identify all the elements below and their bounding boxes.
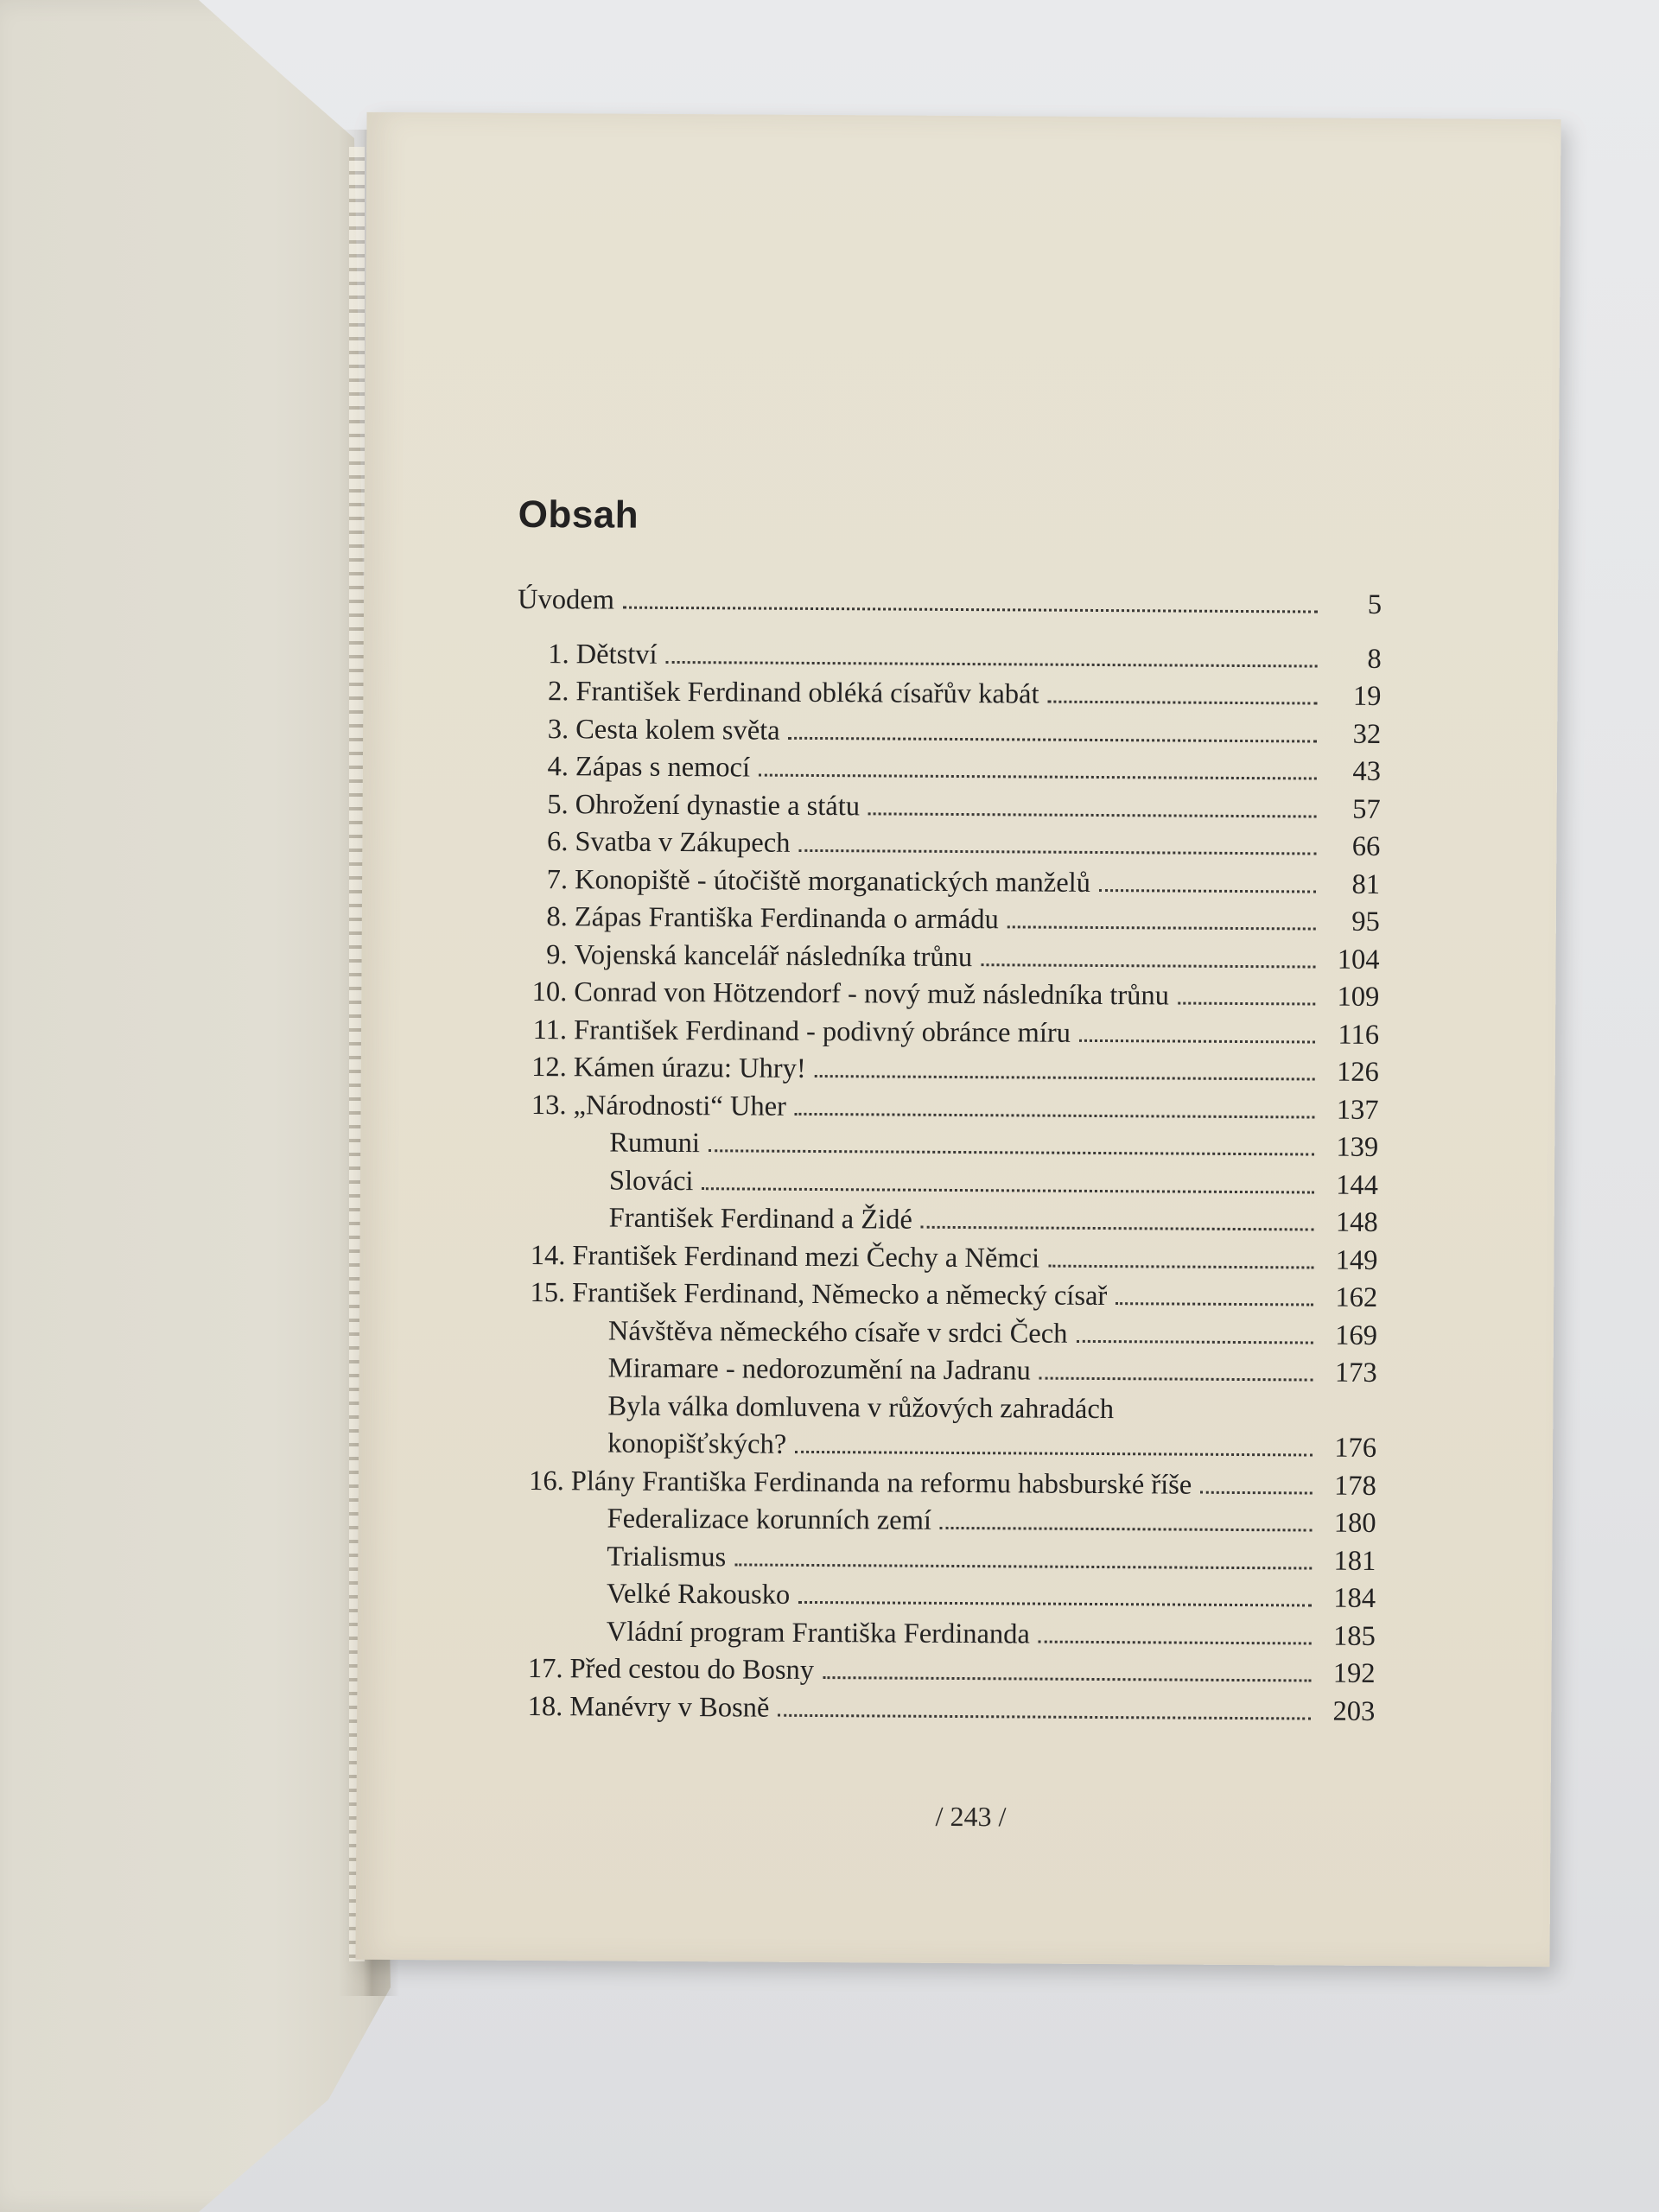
toc-entry-page: 5 — [1367, 588, 1382, 620]
toc-entry-page: 43 — [1352, 755, 1382, 787]
toc-entry — [512, 1537, 1376, 1580]
toc-entry-number: 18. — [527, 1690, 563, 1722]
toc-dot-leader — [1178, 1002, 1315, 1006]
toc-entry — [517, 785, 1381, 829]
toc-entry-number — [513, 1376, 608, 1377]
toc-entry-list — [511, 582, 1382, 1731]
toc-dot-leader — [789, 736, 1318, 742]
toc-entry-title: Návštěva německého císaře v srdci Čech — [607, 1315, 1068, 1350]
toc-entry-page: 139 — [1336, 1131, 1379, 1163]
left-book-page — [0, 0, 391, 2212]
toc-entry-number: 17. — [527, 1652, 563, 1685]
toc-entry-title: Vládní program Františka Ferdinanda — [606, 1616, 1031, 1650]
toc-entry-number: 4. — [547, 751, 569, 783]
toc-entry-page: 126 — [1336, 1056, 1379, 1088]
toc-entry-title: „Národnosti“ Uher — [573, 1089, 787, 1122]
toc-entry-page: 95 — [1351, 906, 1380, 938]
toc-dot-leader — [709, 1149, 1314, 1155]
toc-entry-title: Před cestou do Bosny — [569, 1653, 815, 1686]
toc-entry-number: 2. — [547, 676, 569, 708]
toc-entry-number — [514, 1188, 609, 1189]
toc-dot-leader — [921, 1226, 1314, 1231]
toc-entry-page: 181 — [1333, 1545, 1376, 1577]
toc-entry — [515, 974, 1379, 1017]
toc-dot-leader — [734, 1563, 1312, 1569]
toc-entry-title: Zápas Františka Ferdinanda o armádu — [574, 901, 999, 936]
toc-dot-leader — [702, 1187, 1314, 1193]
toc-entry — [518, 635, 1382, 678]
toc-entry-page: 192 — [1332, 1657, 1376, 1689]
toc-dot-leader — [795, 1451, 1313, 1457]
toc-entry-number — [512, 1639, 607, 1640]
toc-entry — [515, 1049, 1379, 1092]
toc-dot-leader — [1007, 925, 1316, 930]
toc-entry-title: Slováci — [608, 1165, 694, 1197]
toc-entry-title: Plány Františka Ferdinanda na reformu habsburské říše — [570, 1465, 1192, 1501]
toc-entry-title: konopišťských? — [607, 1427, 787, 1460]
toc-entry-title: Miramare - nedorozumění na Jadranu — [607, 1352, 1031, 1387]
toc-entry — [516, 861, 1380, 904]
toc-dot-leader — [798, 1601, 1312, 1607]
toc-entry-number: 11. — [532, 1014, 568, 1046]
toc-dot-leader — [1039, 1377, 1313, 1382]
toc-entry-number — [513, 1338, 608, 1339]
toc-heading: Obsah — [518, 493, 639, 537]
toc-entry-page: 32 — [1352, 718, 1382, 750]
toc-entry-title: Manévry v Bosně — [569, 1690, 770, 1724]
toc-entry-page: 203 — [1332, 1695, 1376, 1727]
toc-dot-leader — [940, 1527, 1313, 1532]
toc-dot-leader — [798, 849, 1316, 855]
toc-entry-page: 66 — [1351, 830, 1381, 862]
toc-dot-leader — [1200, 1491, 1313, 1494]
toc-dot-leader — [623, 607, 1318, 613]
toc-entry-number: 5. — [547, 788, 569, 820]
toc-entry-page: 180 — [1333, 1507, 1376, 1539]
toc-entry-page: 169 — [1335, 1319, 1378, 1351]
toc-entry — [512, 1425, 1376, 1468]
toc-entry-title: František Ferdinand a Židé — [608, 1202, 912, 1236]
toc-dot-leader — [1079, 1039, 1315, 1043]
toc-entry-page: 185 — [1332, 1620, 1376, 1652]
toc-entry-number: 16. — [529, 1465, 564, 1497]
toc-entry-page: 109 — [1337, 981, 1380, 1013]
toc-entry-title: Conrad von Hötzendorf - nový muž následníka trůnu — [574, 976, 1170, 1012]
toc-entry-page: 149 — [1335, 1244, 1378, 1276]
toc-entry-title: Ohrožení dynastie a státu — [575, 788, 861, 822]
toc-dot-leader — [666, 660, 1318, 667]
toc-entry-title: Federalizace korunních zemí — [607, 1503, 932, 1536]
toc-entry-title: František Ferdinand - podivný obránce míru — [573, 1014, 1071, 1049]
toc-entry — [514, 1086, 1378, 1129]
toc-entry-number: 8. — [546, 901, 568, 933]
toc-entry-title: Dětství — [575, 638, 658, 671]
toc-entry-number: 13. — [531, 1089, 567, 1121]
toc-entry-title: Rumuni — [609, 1127, 701, 1160]
toc-entry-number — [512, 1602, 607, 1603]
toc-dot-leader — [759, 774, 1317, 780]
toc-entry — [516, 899, 1380, 942]
toc-dot-leader — [1116, 1302, 1313, 1306]
toc-entry-page: 104 — [1337, 944, 1380, 976]
toc-entry-title: Úvodem — [517, 583, 615, 616]
toc-dot-leader — [1076, 1339, 1313, 1344]
toc-entry-title: Vojenská kancelář následníka trůnu — [574, 938, 973, 973]
toc-entry-number: 14. — [530, 1239, 566, 1271]
toc-entry-page: 184 — [1333, 1582, 1376, 1614]
toc-entry — [514, 1124, 1378, 1167]
toc-entry — [514, 1199, 1378, 1243]
toc-entry-title: Svatba v Zákupech — [575, 826, 791, 859]
toc-entry-title: Kámen úrazu: Uhry! — [573, 1052, 806, 1084]
toc-entry-page: 144 — [1336, 1169, 1379, 1201]
toc-entry-page: 19 — [1352, 680, 1382, 712]
toc-entry — [512, 1575, 1376, 1618]
toc-entry-number: 12. — [531, 1051, 567, 1084]
toc-entry-page: 173 — [1334, 1357, 1377, 1389]
toc-entry — [517, 710, 1381, 753]
toc-entry-number — [512, 1564, 607, 1565]
toc-entry — [511, 1650, 1375, 1694]
toc-entry — [512, 1462, 1376, 1505]
page-number: / 243 / — [935, 1800, 1007, 1833]
toc-entry-number — [512, 1527, 607, 1528]
toc-entry-page: 162 — [1335, 1281, 1378, 1313]
toc-entry-number: 7. — [546, 863, 569, 895]
toc-entry — [514, 1161, 1378, 1205]
toc-entry-page: 57 — [1352, 793, 1381, 825]
table-of-contents — [511, 493, 1382, 1731]
toc-entry-number — [514, 1226, 609, 1227]
toc-dot-leader — [795, 1112, 1315, 1118]
toc-entry-page: 81 — [1351, 868, 1381, 900]
toc-entry — [513, 1236, 1377, 1280]
toc-dot-leader — [1039, 1640, 1312, 1644]
toc-entry — [512, 1612, 1376, 1656]
toc-dot-leader — [823, 1676, 1311, 1681]
toc-entry — [516, 823, 1380, 867]
toc-entry-number: 3. — [547, 713, 569, 745]
toc-entry-page: 137 — [1336, 1094, 1379, 1126]
toc-dot-leader — [1122, 1418, 1313, 1419]
toc-entry-title: Konopiště - útočiště morganatických manželů — [575, 863, 1091, 899]
toc-entry-page: 178 — [1333, 1470, 1376, 1502]
toc-entry — [512, 1500, 1376, 1543]
toc-entry-title: Cesta kolem světa — [575, 713, 780, 747]
toc-entry-page: 148 — [1335, 1206, 1378, 1238]
toc-entry — [517, 748, 1381, 791]
toc-dot-leader — [778, 1713, 1311, 1719]
toc-entry — [513, 1350, 1377, 1393]
toc-entry — [517, 673, 1381, 716]
toc-entry-number: 6. — [546, 826, 569, 858]
toc-entry-number: 15. — [530, 1276, 566, 1309]
toc-entry-number: 9. — [546, 938, 568, 970]
right-book-page — [355, 112, 1560, 1967]
toc-dot-leader — [981, 963, 1315, 968]
toc-entry-number — [514, 1151, 609, 1152]
toc-entry-number: 10. — [531, 976, 568, 1008]
toc-entry — [513, 1274, 1377, 1318]
toc-entry-title: Zápas s nemocí — [575, 751, 751, 784]
toc-entry-title: Velké Rakousko — [606, 1578, 791, 1611]
toc-entry — [515, 1011, 1379, 1054]
toc-entry-title: František Ferdinand, Německo a německý císař — [572, 1277, 1108, 1313]
toc-entry-page: 8 — [1367, 643, 1382, 675]
toc-dot-leader — [815, 1075, 1315, 1081]
toc-dot-leader — [1048, 1264, 1313, 1268]
toc-entry-page: 176 — [1334, 1432, 1377, 1464]
toc-dot-leader — [868, 812, 1317, 817]
toc-entry-title: Byla válka domluvena v růžových zahradách — [607, 1390, 1115, 1425]
toc-dot-leader — [1047, 701, 1317, 705]
toc-entry-number: 1. — [548, 638, 569, 670]
toc-entry — [511, 1688, 1375, 1731]
toc-dot-leader — [1099, 888, 1316, 893]
toc-entry — [515, 936, 1379, 979]
toc-entry-title: František Ferdinand obléká císařův kabát — [575, 676, 1039, 710]
toc-entry-title: Trialismus — [607, 1541, 727, 1573]
toc-entry — [513, 1312, 1377, 1355]
toc-entry — [512, 1387, 1376, 1430]
toc-entry-page: 116 — [1338, 1019, 1380, 1051]
toc-entry-title: František Ferdinand mezi Čechy a Němci — [572, 1239, 1040, 1274]
toc-entry — [518, 582, 1382, 625]
